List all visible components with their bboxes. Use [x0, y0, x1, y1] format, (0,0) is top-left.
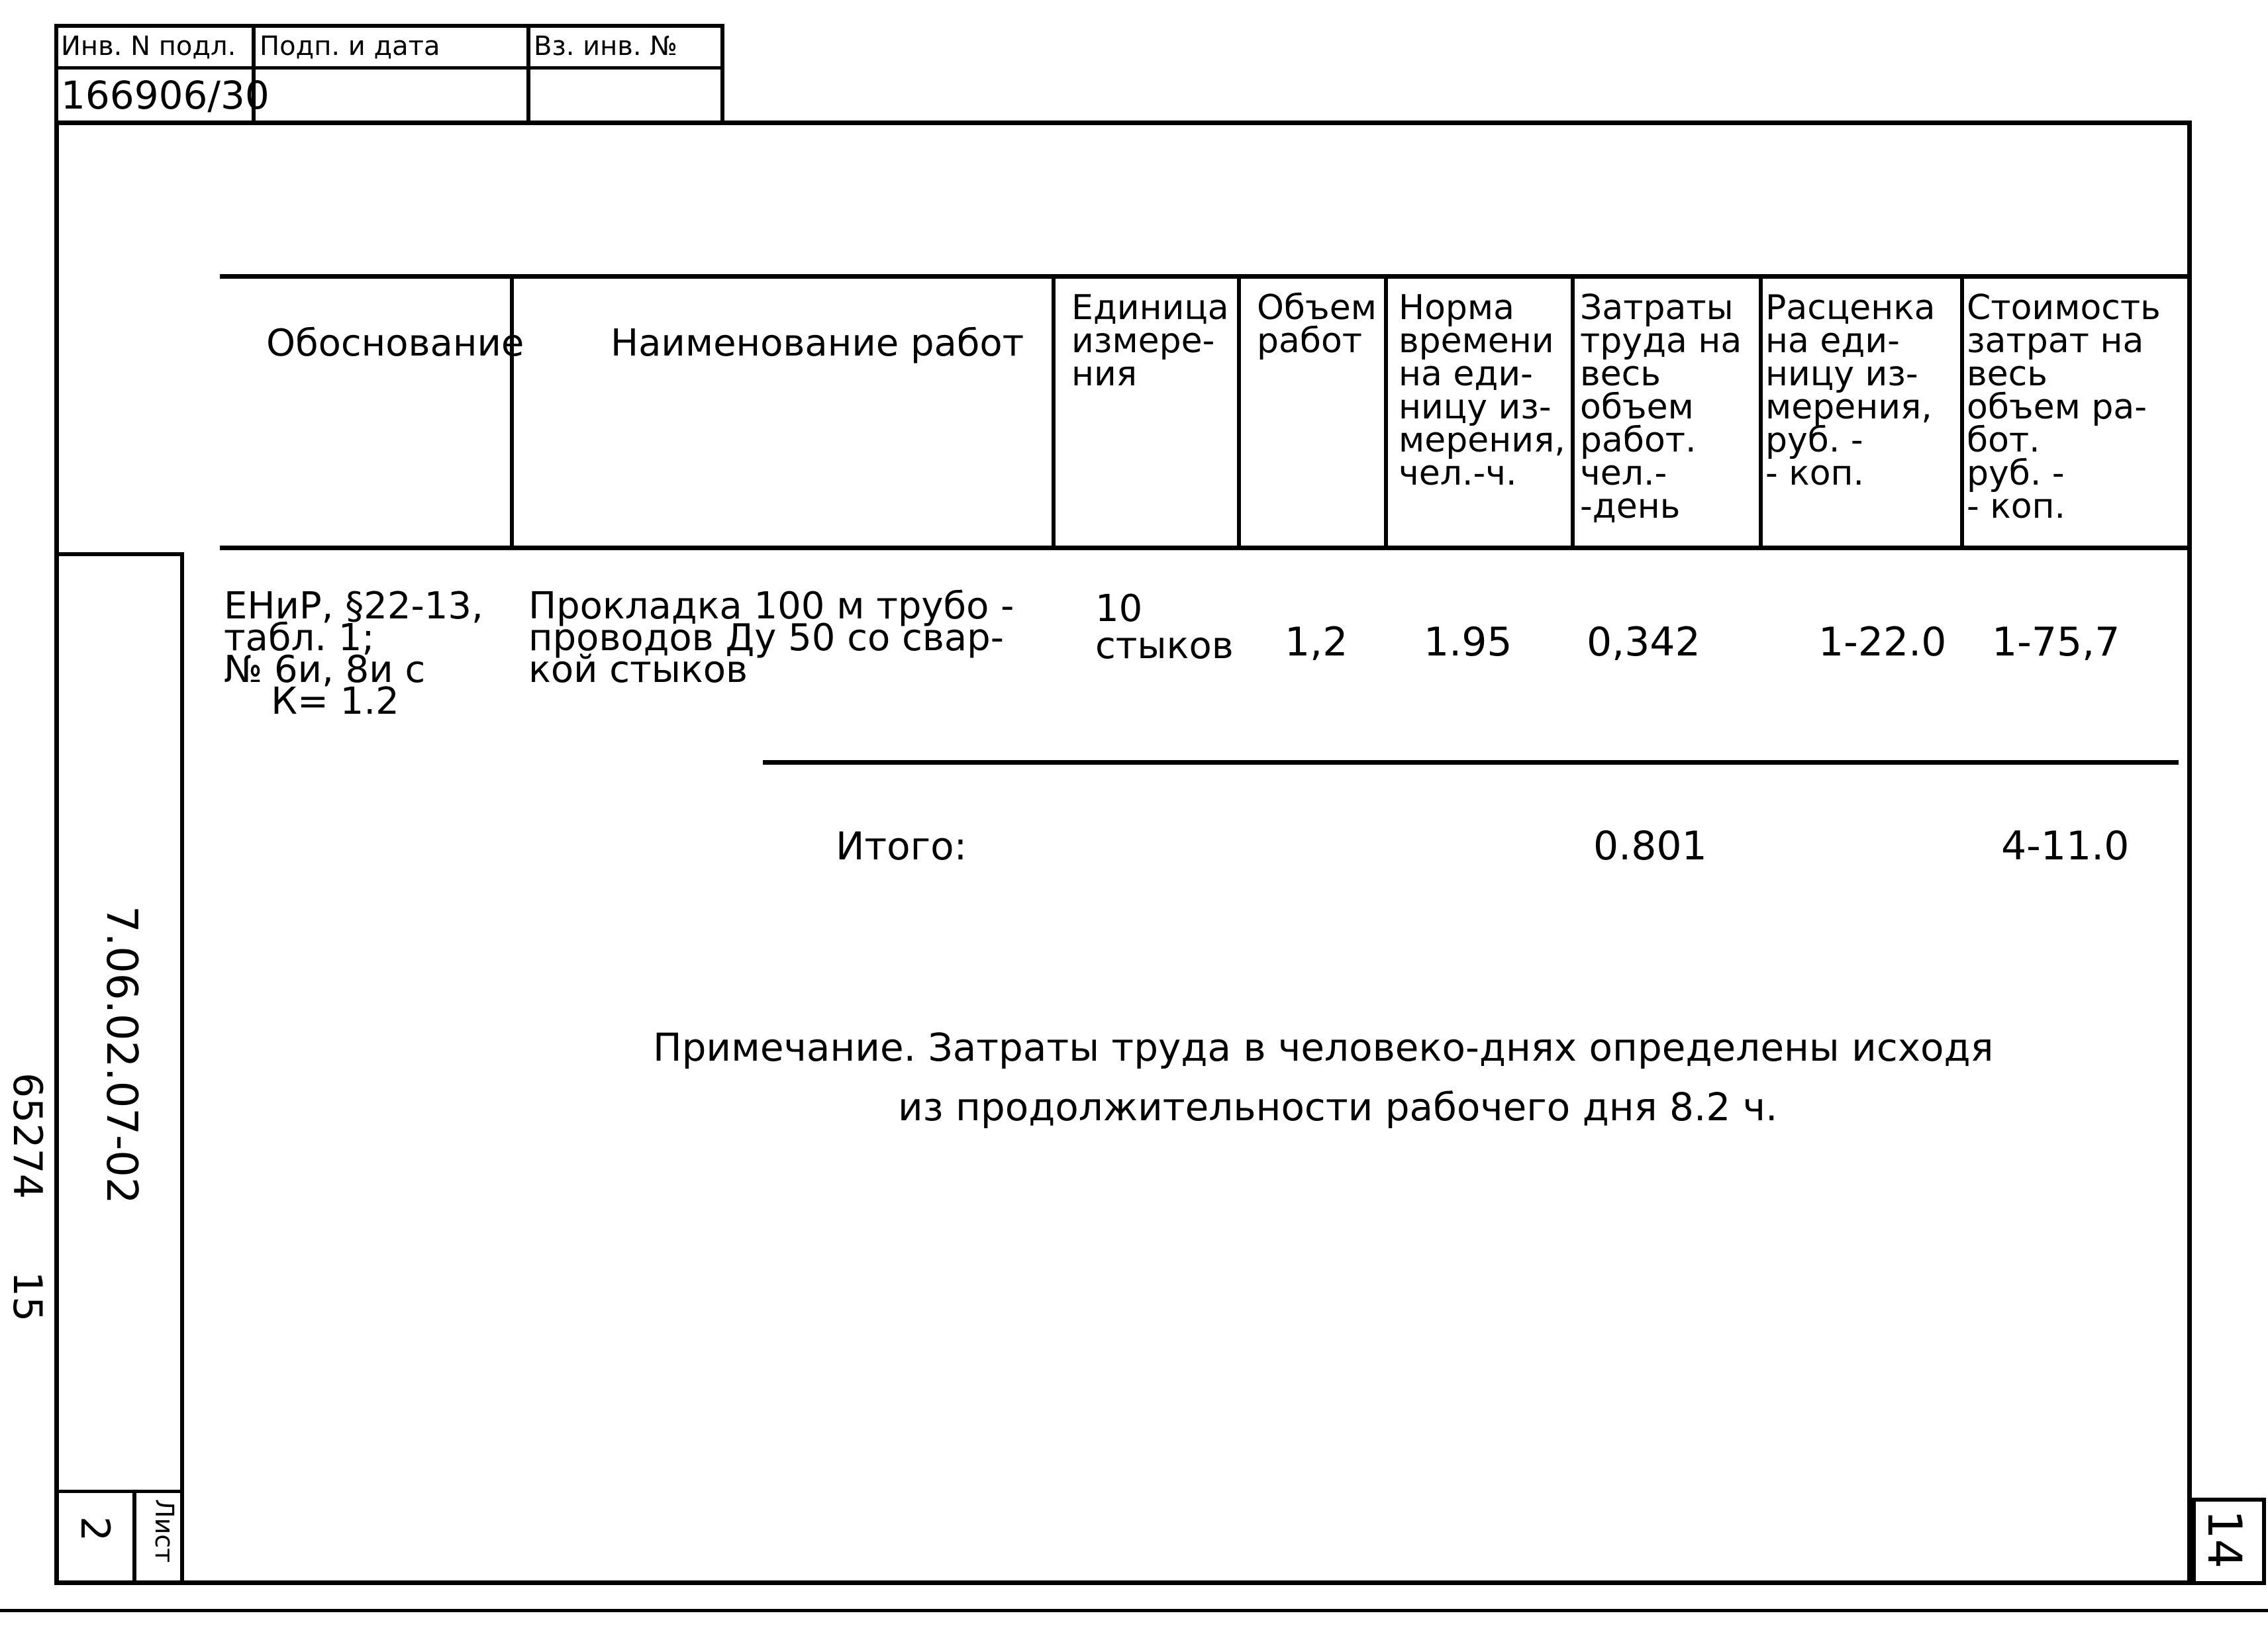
row-norm: 1.95	[1424, 619, 1512, 665]
header-unit: Единица измере- ния	[1071, 288, 1229, 394]
table-col-divider-1	[510, 274, 514, 548]
side-panel-divider	[54, 1490, 184, 1493]
total-cost: 4-11.0	[2001, 823, 2130, 869]
total-label: Итого:	[836, 824, 967, 869]
row-work-name: Прокладка 100 м трубо - проводов Ду 50 со свар- кой стыков	[528, 585, 1014, 691]
header-norm: Норма времени на еди- ницу из- мерения, чел.-ч.	[1399, 288, 1565, 493]
stamp-col3-header: Вз. инв. №	[534, 31, 677, 62]
stamp-col-divider-2	[526, 24, 530, 124]
table-top-rule	[220, 274, 2192, 279]
outer-page-number: 15	[4, 1271, 50, 1322]
note-line-2: из продолжительности рабочего дня 8.2 ч.	[898, 1085, 1778, 1130]
total-labor: 0.801	[1593, 823, 1707, 869]
stamp-divider	[54, 66, 724, 70]
stamp-col1-header: Инв. N подл.	[61, 31, 236, 62]
table-col-divider-3	[1237, 274, 1241, 548]
bottom-rule	[0, 1609, 2268, 1612]
row-rate: 1-22.0	[1818, 619, 1947, 665]
row-cost: 1-75,7	[1992, 619, 2120, 665]
side-panel-sheet-divider	[132, 1490, 136, 1585]
table-header-bottom-rule	[220, 546, 2192, 550]
row-unit: 10 стыков	[1095, 587, 1234, 667]
table-col-divider-5	[1571, 274, 1575, 548]
stamp-col2-header: Подп. и дата	[260, 31, 440, 62]
side-sheet-number: 2	[72, 1516, 118, 1542]
header-rate: Расценка на еди- ницу из- мерения, руб. - - коп.	[1765, 288, 1936, 493]
header-labor: Затраты труда на весь объем работ. чел.- -день	[1580, 288, 1742, 526]
note-line-1: Примечание. Затраты труда в человеко-днях определены исходя	[653, 1025, 1994, 1070]
page-number: 14	[2197, 1510, 2251, 1569]
row-basis: ЕНиР, §22-13, табл. 1; № 6и, 8и с К= 1.2	[224, 585, 483, 723]
row-volume: 1,2	[1285, 619, 1348, 665]
side-doc-code: 7.06.02.07-02	[97, 906, 146, 1204]
header-work-name: Наименование работ	[611, 322, 1024, 365]
side-sheet-label: Лист	[150, 1499, 179, 1563]
total-rule	[763, 760, 2179, 765]
table-col-divider-6	[1759, 274, 1763, 548]
stamp-col1-value: 166906/30	[61, 73, 270, 118]
outer-doc-number: 65274	[4, 1073, 50, 1199]
table-col-divider-7	[1960, 274, 1964, 548]
header-basis: Обоснование	[266, 322, 524, 365]
table-col-divider-4	[1384, 274, 1388, 548]
header-volume: Объем работ	[1257, 288, 1377, 361]
table-col-divider-2	[1052, 274, 1056, 548]
row-labor: 0,342	[1587, 619, 1701, 665]
header-cost: Стоимость затрат на весь объем ра- бот. руб. - - коп.	[1967, 288, 2161, 526]
